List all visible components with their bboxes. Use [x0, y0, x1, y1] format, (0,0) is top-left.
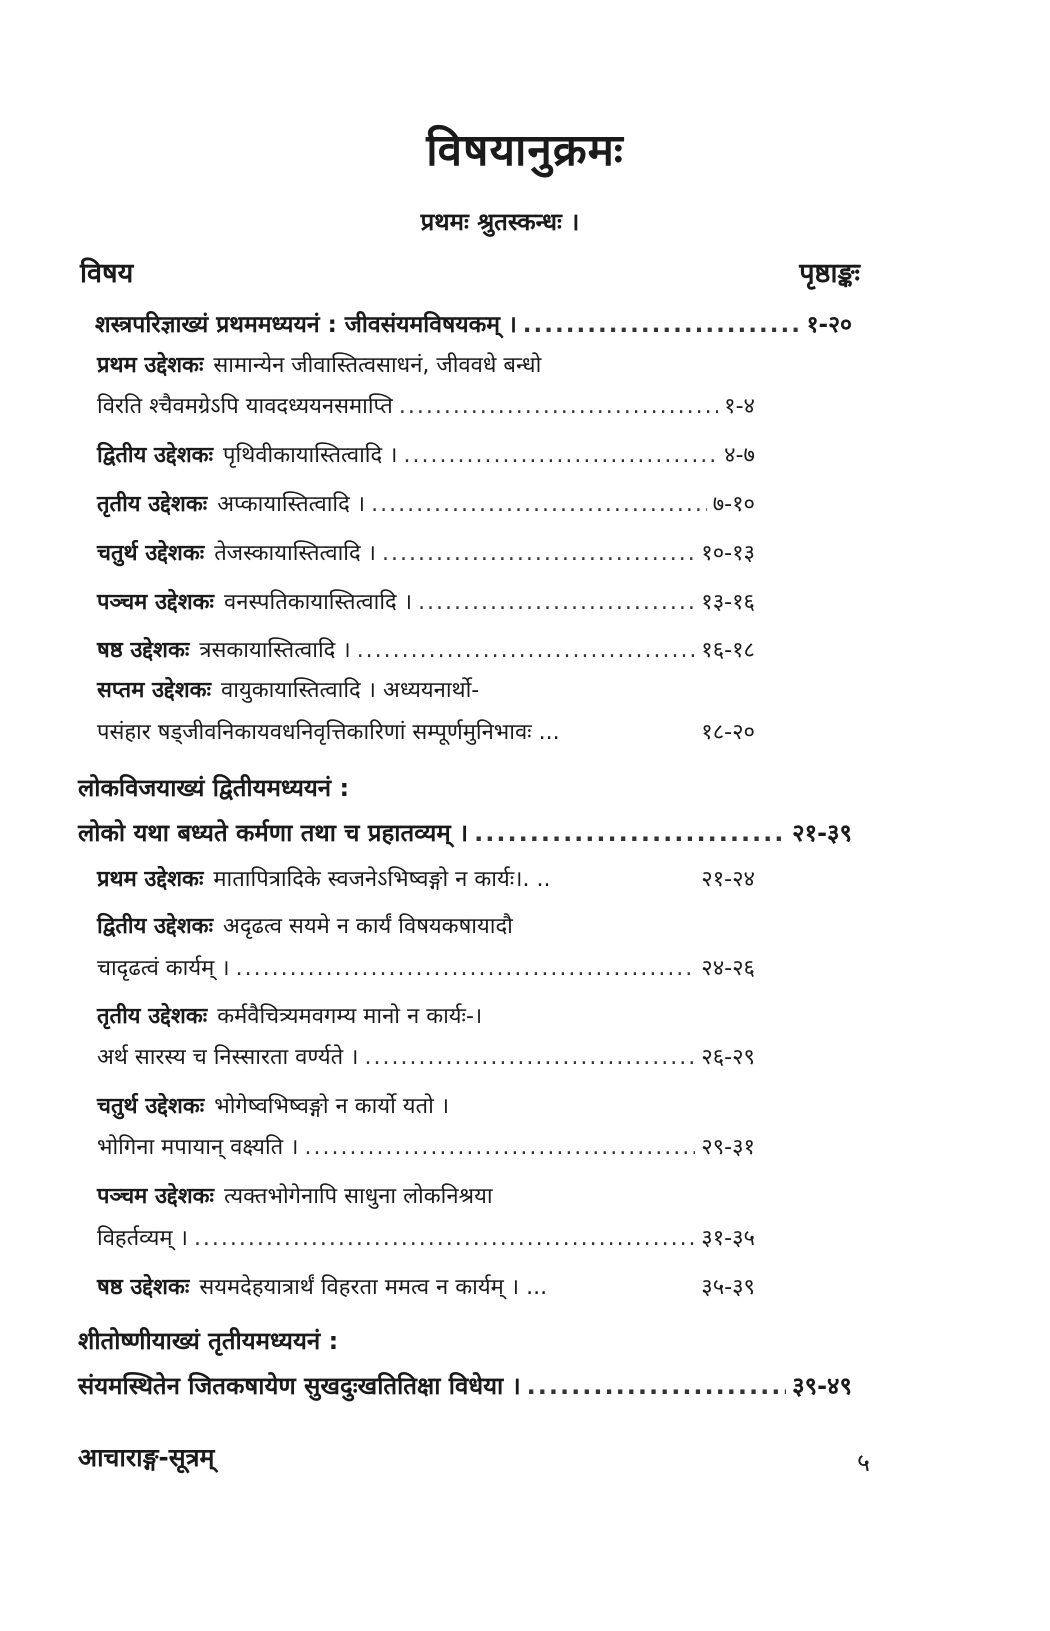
toc-entry-2-3-cont	[97, 1043, 755, 1073]
entry-pages: २१-२४	[701, 867, 755, 892]
entry-text: त्रसकायास्तित्वादि ।	[199, 638, 351, 663]
entry-text: अर्थ सारस्य च निस्सारता वर्ण्यते ।	[97, 1045, 359, 1070]
toc-entry-adhyayana-3-cont	[78, 1371, 852, 1401]
entry-label: तृतीय उद्देशकः	[97, 1004, 208, 1029]
toc-entry-adhyayana-1	[95, 310, 852, 340]
toc-entry-1-7	[97, 676, 479, 706]
toc-entry-2-3	[97, 1002, 482, 1032]
entry-pages: २६-२९	[701, 1045, 755, 1070]
entry-pages: ३५-३९	[701, 1275, 755, 1300]
entry-text: पृथिवीकायास्तित्वादि ।	[223, 443, 398, 468]
toc-entry-1-2	[97, 441, 755, 471]
page-title: विषयानुक्रमः	[426, 125, 624, 176]
leader-dots	[371, 490, 707, 520]
entry-text: विहर्तव्यम् ।	[97, 1226, 188, 1251]
entry-text: भोगिना मपायान् वक्ष्यति ।	[97, 1135, 299, 1160]
entry-label: तृतीय उद्देशकः	[97, 492, 208, 517]
page-subtitle: प्रथमः श्रुतस्कन्धः ।	[420, 208, 580, 236]
entry-text: भोगेष्वभिष्वङ्गो न कार्यो यतो ।	[214, 1094, 450, 1119]
leader-dots	[382, 539, 695, 569]
entry-label: चतुर्थ उद्देशकः	[97, 1094, 205, 1119]
entry-label: पञ्चम उद्देशकः	[97, 590, 214, 615]
leader-dots	[357, 636, 696, 666]
footer-page-number: ५	[856, 1448, 870, 1477]
entry-pages: १६-१८	[701, 638, 755, 663]
toc-entry-adhyayana-2-cont	[78, 818, 852, 848]
entry-pages: ७-१०	[712, 492, 755, 517]
toc-entry-2-4-cont	[97, 1133, 755, 1163]
toc-entry-1-4	[97, 539, 755, 569]
entry-pages: १-२०	[806, 312, 852, 338]
leader-dots	[399, 392, 718, 422]
entry-heading: संयमस्थितेन जितकषायेण सुखदुःखतितिक्षा विधेया ।	[78, 1372, 521, 1400]
toc-entry-2-4	[97, 1092, 449, 1122]
toc-entry-1-1	[97, 351, 541, 381]
entry-text: अप्कायास्तित्वादि ।	[217, 492, 366, 517]
entry-text: कर्मवैचित्र्यमवगम्य मानो न कार्यः-।	[217, 1004, 483, 1029]
leader-dots	[305, 1133, 696, 1163]
entry-label: द्वितीय उद्देशकः	[97, 914, 214, 939]
entry-label: षष्ठ उद्देशकः	[97, 638, 190, 663]
entry-text: तेजस्कायास्तित्वादि ।	[214, 541, 376, 566]
entry-label: प्रथम उद्देशकः	[97, 867, 204, 892]
entry-text: मातापित्रादिके स्वजनेऽभिष्वङ्गो न कार्यः।. ..	[213, 867, 551, 892]
toc-entry-2-1	[97, 865, 755, 895]
entry-heading: शीतोष्णीयाख्यं तृतीयमध्ययनं :	[78, 1327, 339, 1355]
toc-entry-2-5-cont	[97, 1224, 755, 1254]
toc-entry-2-5	[97, 1182, 493, 1212]
entry-label: पञ्चम उद्देशकः	[97, 1184, 214, 1209]
entry-text: सयमदेहयात्रार्थं विहरता ममत्व न कार्यम् । ...	[199, 1275, 548, 1300]
entry-pages: २१-३९	[792, 819, 852, 847]
entry-text: त्यक्तभोगेनापि साधुना लोकनिश्रया	[224, 1184, 493, 1209]
entry-text: वायुकायास्तित्वादि । अध्ययनार्थो-	[221, 678, 480, 703]
entry-pages: १०-१३	[701, 541, 755, 566]
toc-entry-1-1-cont	[97, 392, 755, 422]
leader-dots	[523, 310, 801, 340]
entry-heading: शस्त्रपरिज्ञाख्यं प्रथममध्ययनं : जीवसंयमविषयकम् ।	[95, 312, 517, 338]
entry-pages: १८-२०	[701, 720, 755, 745]
entry-pages: ४-७	[724, 443, 755, 468]
entry-text: विरति श्चैवमग्रेऽपि यावदध्ययनसमाप्ति	[97, 394, 393, 419]
entry-pages: २४-२६	[701, 956, 755, 981]
entry-text: पसंहार षड्जीवनिकायवधनिवृत्तिकारिणां सम्पूर्णमुनिभावः ...	[97, 720, 560, 745]
entry-pages: १-४	[724, 394, 755, 419]
column-header-page: पृष्ठाङ्कः	[799, 258, 860, 289]
entry-text: चादृढत्वं कार्यम् ।	[97, 956, 230, 981]
leader-dots	[194, 1224, 695, 1254]
toc-entry-2-2-cont	[97, 954, 755, 984]
entry-label: सप्तम उद्देशकः	[97, 678, 212, 703]
entry-text: वनस्पतिकायास्तित्वादि ।	[224, 590, 413, 615]
entry-pages: १३-१६	[701, 590, 755, 615]
entry-text: सामान्येन जीवास्तित्वसाधनं, जीववधे बन्धो	[213, 353, 542, 378]
toc-entry-adhyayana-3	[78, 1326, 338, 1356]
entry-label: प्रथम उद्देशकः	[97, 353, 204, 378]
leader-dots	[474, 818, 786, 848]
toc-entry-2-2	[97, 912, 513, 942]
footer-book-title: आचाराङ्ग-सूत्रम्	[78, 1443, 215, 1472]
leader-dots	[236, 954, 696, 984]
entry-pages: ३९-४९	[792, 1372, 852, 1400]
toc-entry-2-6	[97, 1273, 755, 1303]
toc-entry-adhyayana-2	[78, 773, 349, 803]
entry-heading: लोकविजयाख्यं द्वितीयमध्ययनं :	[78, 774, 350, 802]
toc-entry-1-7-cont	[97, 718, 755, 748]
entry-label: षष्ठ उद्देशकः	[97, 1275, 190, 1300]
entry-label: द्वितीय उद्देशकः	[97, 443, 214, 468]
leader-dots	[418, 588, 695, 618]
toc-entry-1-3	[97, 490, 755, 520]
entry-text: अदृढत्व सयमे न कार्यं विषयकषायादौ	[223, 914, 513, 939]
entry-heading: लोको यथा बध्यते कर्मणा तथा च प्रहातव्यम् ।	[78, 819, 469, 847]
leader-dots	[404, 441, 719, 471]
toc-entry-1-6	[97, 636, 755, 666]
entry-label: चतुर्थ उद्देशकः	[97, 541, 205, 566]
entry-pages: २९-३१	[701, 1135, 755, 1160]
leader-dots	[365, 1043, 696, 1073]
entry-pages: ३१-३५	[701, 1226, 755, 1251]
toc-entry-1-5	[97, 588, 755, 618]
leader-dots	[527, 1371, 786, 1401]
column-header-subject: विषय	[80, 258, 134, 289]
